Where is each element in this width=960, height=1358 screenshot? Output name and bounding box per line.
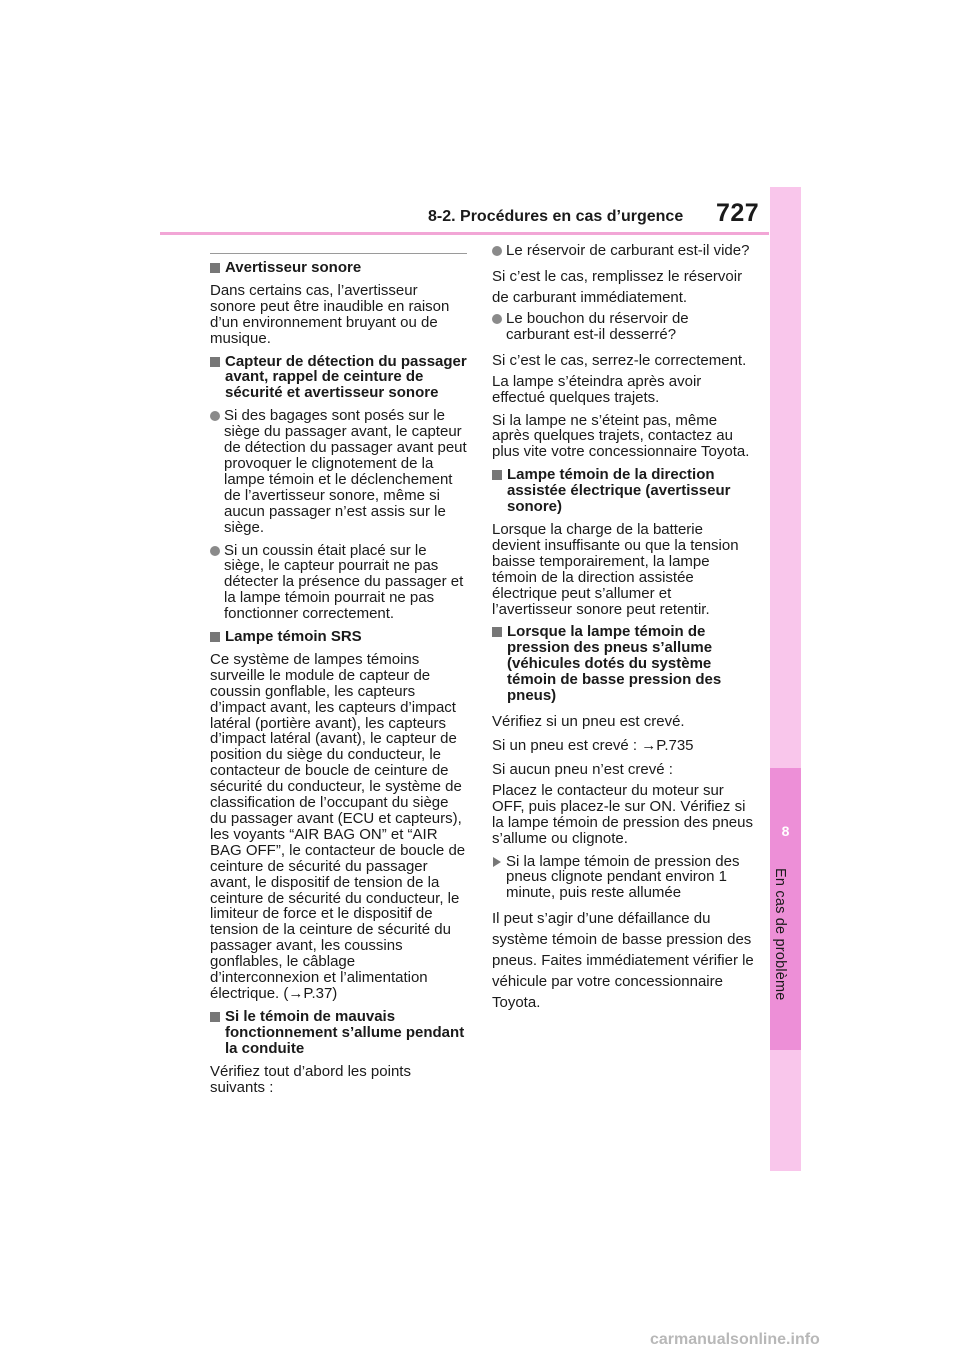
chapter-number: 8 <box>781 823 790 839</box>
paragraph: Vérifiez si un pneu est crevé. <box>492 712 685 730</box>
page-number: 727 <box>716 199 760 227</box>
paragraph: Lorsque la charge de la batterie devient insuffisante ou que la tension baisse temporairement, la lampe témoin de la direction assistée électrique peut s’allumer et l’avertisseur sonore peut retentir. <box>492 520 739 618</box>
bullet-item: Si des bagages sont posés sur le siège du passager avant, le capteur de détection du passager avant peut provoquer le clignotement de la lampe témoin et le déclenchement de l’avertisseur sonore, même si aucun passager n’est assis sur le siège. <box>210 408 467 535</box>
chapter-tab <box>770 187 801 1171</box>
paragraph: Si c’est le cas, serrez-le correctement. <box>492 351 747 369</box>
paragraph: Si aucun pneu n’est crevé : <box>492 760 673 778</box>
header-rule <box>160 232 769 235</box>
chapter-title: En cas de problème <box>772 868 788 1001</box>
heading-srs-lamp: Lampe témoin SRS <box>210 629 467 645</box>
left-column <box>210 253 467 1102</box>
paragraph: Vérifiez tout d’abord les points suivants : <box>210 1062 411 1096</box>
bullet-item: Le réservoir de carburant est-il vide? <box>492 243 754 259</box>
paragraph: Si c’est le cas, remplissez le réservoir de carburant immédiatement. <box>492 267 743 306</box>
heading-horn: Avertisseur sonore <box>210 260 467 276</box>
heading-malfunction-lamp: Si le témoin de mauvais fonctionnement s’allume pendant la conduite <box>210 1009 467 1057</box>
paragraph: Dans certains cas, l’avertisseur sonore peut être inaudible en raison d’un environnement bruyant ou de musique. <box>210 281 450 347</box>
heading-power-steering-lamp: Lampe témoin de la direction assistée électrique (avertisseur sonore) <box>492 467 754 515</box>
watermark: carmanualsonline.info <box>650 1331 820 1348</box>
paragraph: Si un pneu est crevé : →P.735 <box>492 736 694 754</box>
section-divider <box>210 253 467 254</box>
heading-passenger-sensor: Capteur de détection du passager avant, rappel de ceinture de sécurité et avertisseur sonore <box>210 354 467 402</box>
arrow-item: Si la lampe témoin de pression des pneus clignote pendant environ 1 minute, puis reste allumée <box>492 854 754 902</box>
paragraph: Il peut s’agir d’une défaillance du système témoin de basse pression des pneus. Faites immédiatement vérifier le véhicule par votre concessionnaire Toyota. <box>492 910 754 1012</box>
paragraph: Placez le contacteur du moteur sur OFF, puis placez-le sur ON. Vérifiez si la lampe témoin de pression des pneus s’allume ou clignote. <box>492 781 753 847</box>
paragraph: Si la lampe ne s’éteint pas, même après quelques trajets, contactez au plus vite votre concessionnaire Toyota. <box>492 411 750 461</box>
bullet-item: Si un coussin était placé sur le siège, le capteur pourrait ne pas détecter la présence du passager et la lampe témoin pourrait ne pas fonctionner correctement. <box>210 543 467 623</box>
paragraph: La lampe s’éteindra après avoir effectué quelques trajets. <box>492 372 702 406</box>
right-column <box>492 243 754 1016</box>
heading-tire-pressure-lamp: Lorsque la lampe témoin de pression des pneus s’allume (véhicules dotés du système témoin de basse pression des pneus) <box>492 624 754 704</box>
section-title: 8-2. Procédures en cas d’urgence <box>428 208 684 225</box>
bullet-item: Le bouchon du réservoir de carburant est-il desserré? <box>492 311 754 343</box>
paragraph: Ce système de lampes témoins surveille le module de capteur de coussin gonflable, les capteurs d’impact avant, les capteurs d’impact latéral (portière avant), les capteurs d’impact latéral (avant), le capteur de position du siège du conducteur, le contacteur de boucle de ceinture de sécurité du conducteur, le système de classification de l’occupant du siège du passager avant (ECU et capteurs), les voyants “AIR BAG ON” et “AIR BAG OFF”, le contacteur de boucle de ceinture de sécurité du passager avant, le dispositif de tension de la ceinture de sécurité du conducteur, le limiteur de force et le dispositif de tension de la ceinture de sécurité du passager avant, les coussins gonflables, le câblage d’interconnexion et l’alimentation électrique. (→P.37) <box>210 650 466 1002</box>
